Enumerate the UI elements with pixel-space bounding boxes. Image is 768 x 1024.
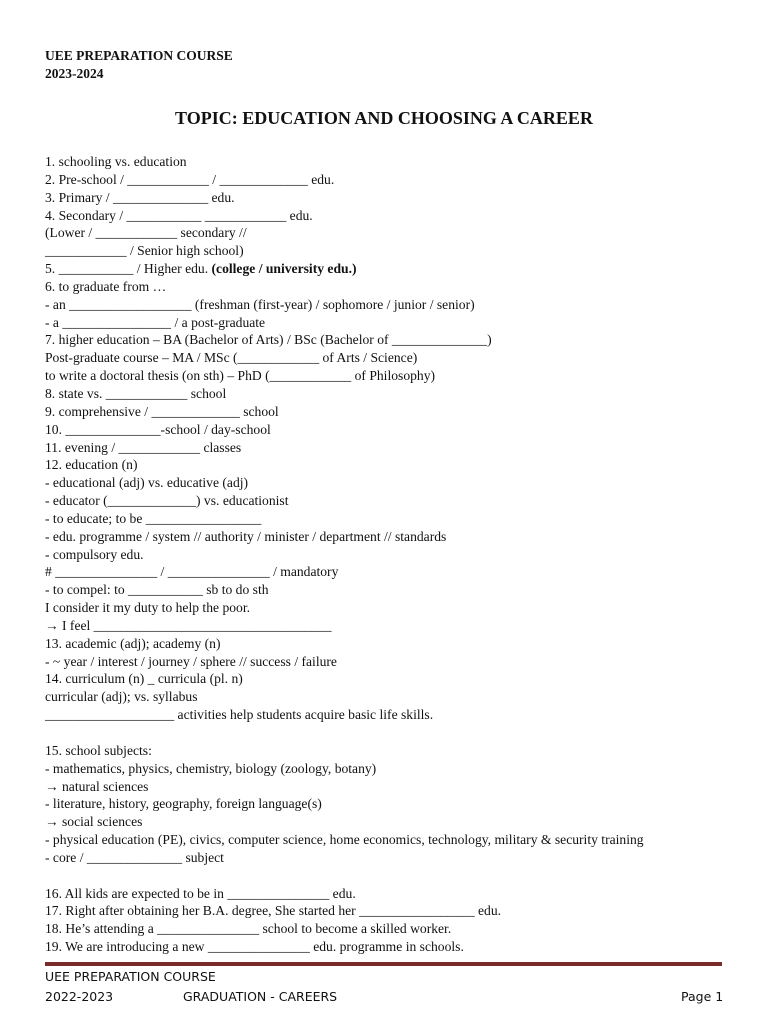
line-text: 15. school subjects: <box>45 742 152 758</box>
line-bold-text: (college / university edu.) <box>211 261 357 277</box>
line-text: - to compel: to ___________ sb to do sth <box>45 582 269 598</box>
worksheet-line <box>45 849 735 867</box>
worksheet-line <box>45 260 735 278</box>
footer-divider <box>45 962 722 966</box>
worksheet-line <box>45 171 735 189</box>
worksheet-line <box>45 403 735 421</box>
line-text: 10. ______________-school / day-school <box>45 421 271 437</box>
line-text: 8. state vs. ____________ school <box>45 385 227 401</box>
footer-topic: GRADUATION - CAREERS <box>183 989 338 1004</box>
line-text: - educator (_____________) vs. educationist <box>45 493 289 509</box>
worksheet-line <box>45 813 735 831</box>
line-text: - core / ______________ subject <box>45 849 224 865</box>
line-text: 4. Secondary / ___________ ____________ edu. <box>45 207 313 223</box>
worksheet-line <box>45 581 735 599</box>
line-text: 5. ___________ / Higher edu. <box>45 261 212 277</box>
line-text: - compulsory edu. <box>45 546 144 562</box>
line-text: - literature, history, geography, foreign language(s) <box>45 796 322 812</box>
line-text: - edu. programme / system // authority / minister / department // standards <box>45 528 447 544</box>
worksheet-line <box>45 831 735 849</box>
line-text: 19. We are introducing a new _______________ edu. programme in schools. <box>45 939 464 955</box>
worksheet-line <box>45 563 735 581</box>
worksheet-line <box>45 153 735 171</box>
line-text: 2. Pre-school / ____________ / _____________ edu. <box>45 171 335 187</box>
line-text: 3. Primary / ______________ edu. <box>45 189 235 205</box>
worksheet-line <box>45 653 735 671</box>
line-text: → I feel ___________________________________ <box>45 617 332 633</box>
line-text: ____________ / Senior high school) <box>45 243 244 259</box>
line-text: I consider it my duty to help the poor. <box>45 600 251 616</box>
worksheet-line <box>45 938 735 956</box>
line-text: 6. to graduate from … <box>45 278 167 294</box>
worksheet-line <box>45 706 735 724</box>
worksheet-line <box>45 795 735 813</box>
line-text: 18. He’s attending a _______________ school to become a skilled worker. <box>45 921 452 937</box>
worksheet-line <box>45 242 735 260</box>
footer-course: UEE PREPARATION COURSE <box>45 969 216 984</box>
line-text: 9. comprehensive / _____________ school <box>45 403 279 419</box>
worksheet-line <box>45 224 735 242</box>
worksheet-line <box>45 885 735 903</box>
document-header <box>45 47 233 82</box>
blank-line <box>45 724 735 742</box>
worksheet-line <box>45 349 735 367</box>
worksheet-line <box>45 760 735 778</box>
worksheet-line <box>45 331 735 349</box>
worksheet-line <box>45 688 735 706</box>
line-text: 13. academic (adj); academy (n) <box>45 635 221 651</box>
worksheet-line <box>45 421 735 439</box>
worksheet-line <box>45 367 735 385</box>
line-text: Post-graduate course – MA / MSc (____________ of Arts / Science) <box>45 350 418 366</box>
line-text: 7. higher education – BA (Bachelor of Arts) / BSc (Bachelor of ______________) <box>45 332 492 348</box>
line-text: - ~ year / interest / journey / sphere // success / failure <box>45 653 337 669</box>
line-text: - mathematics, physics, chemistry, biology (zoology, botany) <box>45 760 377 776</box>
worksheet-line <box>45 296 735 314</box>
worksheet-line <box>45 635 735 653</box>
line-text: - an __________________ (freshman (first-year) / sophomore / junior / senior) <box>45 296 475 312</box>
line-text: to write a doctoral thesis (on sth) – PhD (____________ of Philosophy) <box>45 368 436 384</box>
worksheet-line <box>45 439 735 457</box>
line-text: - to educate; to be _________________ <box>45 510 262 526</box>
line-text: - educational (adj) vs. educative (adj) <box>45 475 249 491</box>
worksheet-line <box>45 207 735 225</box>
worksheet-line <box>45 617 735 635</box>
course-name: UEE PREPARATION COURSE <box>45 48 233 63</box>
worksheet-line <box>45 189 735 207</box>
worksheet-line <box>45 920 735 938</box>
worksheet-line <box>45 278 735 296</box>
worksheet-line <box>45 742 735 760</box>
line-text: 16. All kids are expected to be in _______________ edu. <box>45 885 356 901</box>
line-text: 14. curriculum (n) _ curricula (pl. n) <box>45 671 243 687</box>
line-text: # _______________ / _______________ / mandatory <box>45 564 339 580</box>
worksheet-line <box>45 510 735 528</box>
line-text: ___________________ activities help students acquire basic life skills. <box>45 707 434 723</box>
line-text: - physical education (PE), civics, computer science, home economics, technology, military & security training <box>45 832 644 848</box>
worksheet-line <box>45 385 735 403</box>
line-text: 17. Right after obtaining her B.A. degree, She started her _________________ edu. <box>45 903 502 919</box>
worksheet-line <box>45 528 735 546</box>
course-year: 2023-2024 <box>45 65 104 81</box>
worksheet-line <box>45 778 735 796</box>
line-text: 12. education (n) <box>45 457 138 473</box>
worksheet-body <box>45 153 735 956</box>
footer-year: 2022-2023 <box>45 989 114 1004</box>
line-text: 1. schooling vs. education <box>45 154 187 169</box>
worksheet-line <box>45 314 735 332</box>
page-title: TOPIC: EDUCATION AND CHOOSING A CAREER <box>175 108 593 128</box>
worksheet-line <box>45 670 735 688</box>
line-text: → social sciences <box>45 814 143 830</box>
page-number: Page 1 <box>681 989 724 1004</box>
worksheet-line <box>45 474 735 492</box>
line-text: (Lower / ____________ secondary // <box>45 225 247 241</box>
worksheet-line <box>45 546 735 564</box>
worksheet-line <box>45 599 735 617</box>
worksheet-line <box>45 902 735 920</box>
line-text: - a ________________ / a post-graduate <box>45 314 266 330</box>
worksheet-line <box>45 456 735 474</box>
line-text: curricular (adj); vs. syllabus <box>45 689 198 705</box>
worksheet-line <box>45 492 735 510</box>
blank-line <box>45 867 735 885</box>
line-text: 11. evening / ____________ classes <box>45 439 242 455</box>
line-text: → natural sciences <box>45 778 149 794</box>
